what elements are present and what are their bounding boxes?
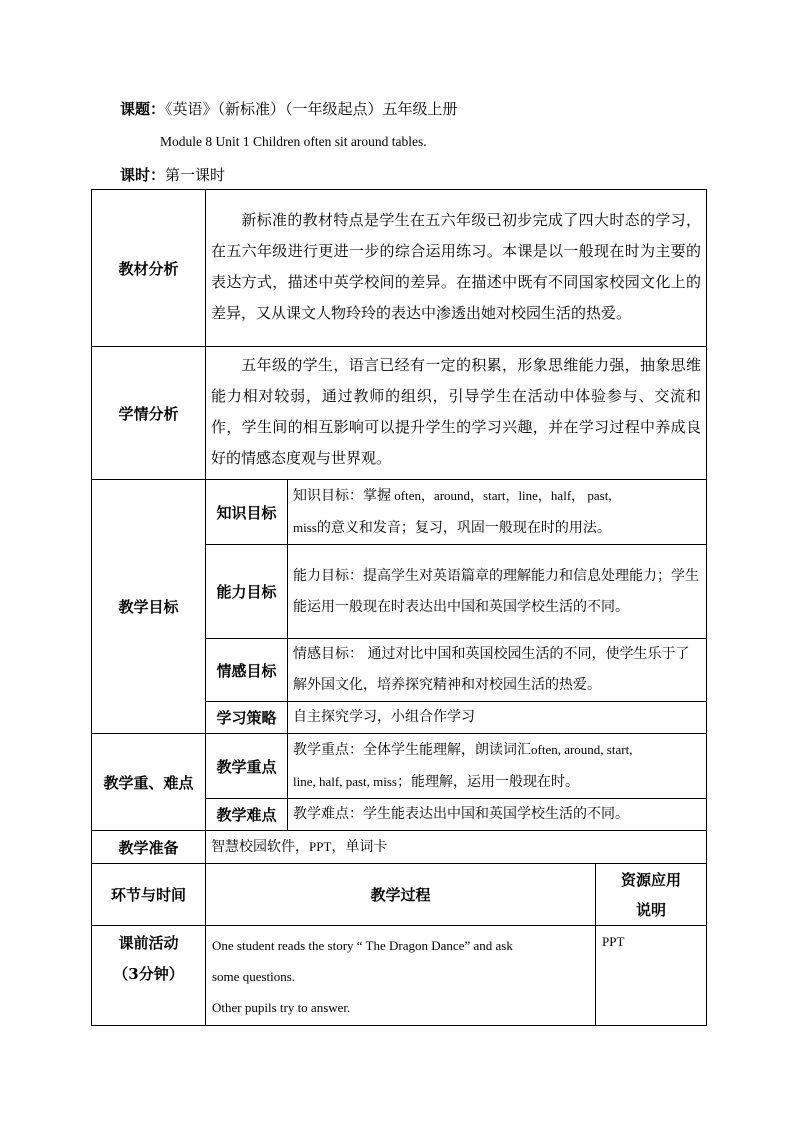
module-line: Module 8 Unit 1 Children often sit around tables.: [160, 134, 427, 149]
ability-objective-text: 能力目标：提高学生对英语篇章的理解能力和信息处理能力；学生能运用一般现在时表达出中国和英国学校生活的不同。: [288, 545, 707, 639]
student-analysis-label: 学情分析: [92, 347, 206, 480]
knowledge-objective-cell: [288, 480, 707, 545]
key-points-label: 教学重、难点: [92, 734, 206, 831]
focus-prefix: 教学重点：全体学生能理解，朗读词汇: [293, 742, 531, 758]
difficulty-text: 教学难点：学生能表达出中国和英国学校生活的不同。: [288, 799, 707, 831]
strategy-text: 自主探究学习，小组合作学习: [288, 702, 707, 734]
pre-class-stage: [92, 926, 206, 1026]
lesson-title: [120, 98, 458, 119]
pre-class-resource: PPT: [596, 926, 707, 1026]
resource-header-line2: 说明: [635, 900, 666, 919]
preparation-label: 教学准备: [92, 831, 206, 864]
stage-time-header: 环节与时间: [92, 864, 206, 926]
focus-words-2: line, half, past, miss: [293, 774, 397, 789]
textbook-analysis-text: 新标准的教材特点是学生在五六年级已初步完成了四大时态的学习，在五六年级进行更进一步的综合运用练习。本课是以一般现在时为主要的表达方式，描述中英学校间的差异。在描述中既有不同国家校园文化上的差异，又从课文人物玲玲的表达中渗透出她对校园生活的热爱。: [211, 211, 701, 322]
focus-row: [92, 734, 707, 799]
lesson-title-label: 课题：: [120, 100, 166, 118]
lesson-title-text: 《英语》（新标准）（一年级起点）五年级上册: [165, 100, 458, 118]
strategy-label: 学习策略: [206, 702, 288, 734]
knowledge-objective-words-2: miss: [293, 520, 317, 535]
pre-class-line2: some questions.: [212, 969, 296, 984]
knowledge-objective-prefix: 知识目标：掌握: [293, 488, 391, 504]
resource-header: [596, 864, 707, 926]
student-analysis-cell: [206, 347, 707, 480]
preparation-cell: [206, 831, 707, 864]
resource-header-line1: 资源应用: [620, 870, 681, 889]
student-analysis-text: 五年级的学生，语言已经有一定的积累，形象思维能力强，抽象思维能力相对较弱，通过教师的组织，引导学生在活动中体验参与、交流和作，学生间的相互影响可以提升学生的学习兴趣，并在学习过程中养成良好的情感态度观与世界观。: [211, 356, 701, 467]
focus-cell: [288, 734, 707, 799]
focus-words: often, around, start,: [531, 742, 633, 757]
knowledge-objective-label: 知识目标: [206, 480, 288, 545]
pre-class-time: （3分钟）: [113, 965, 184, 983]
pre-class-line3: Other pupils try to answer.: [212, 1000, 351, 1015]
student-analysis-row: [92, 347, 707, 480]
focus-suffix: ；能理解，运用一般现在时。: [397, 774, 579, 790]
pre-class-process: [206, 926, 596, 1026]
preparation-text: 智慧校园软件，: [211, 839, 309, 855]
ability-objective-label: 能力目标: [206, 545, 288, 639]
preparation-row: [92, 831, 707, 864]
textbook-analysis-row: [92, 190, 707, 347]
difficulty-label: 教学难点: [206, 799, 288, 831]
emotion-objective-label: 情感目标: [206, 639, 288, 702]
pre-class-stage-name: 课前活动: [118, 934, 179, 952]
process-header-row: [92, 864, 707, 926]
period-text: 第一课时: [165, 166, 226, 184]
period-label: 课时：: [120, 166, 166, 184]
knowledge-objective-words: often，around，start，line，half， past,: [391, 488, 612, 503]
textbook-analysis-label: 教材分析: [92, 190, 206, 347]
pre-class-line1: One student reads the story “ The Dragon Dance” and ask: [212, 938, 513, 953]
pre-class-row: [92, 926, 707, 1026]
lesson-plan-table: [91, 189, 707, 1026]
preparation-tail: ，单词卡: [331, 839, 388, 855]
period-line: [120, 164, 225, 185]
process-header: 教学过程: [206, 864, 596, 926]
emotion-objective-text: 情感目标： 通过对比中国和英国校园生活的不同，使学生乐于了解外国文化，培养探究精神和对校园生活的热爱。: [288, 639, 707, 702]
preparation-ppt: PPT: [309, 839, 332, 854]
objectives-label: 教学目标: [92, 480, 206, 734]
textbook-analysis-cell: [206, 190, 707, 347]
knowledge-objective-suffix: 的意义和发音；复习，巩固一般现在时的用法。: [316, 520, 611, 536]
knowledge-objective-row: [92, 480, 707, 545]
focus-label: 教学重点: [206, 734, 288, 799]
